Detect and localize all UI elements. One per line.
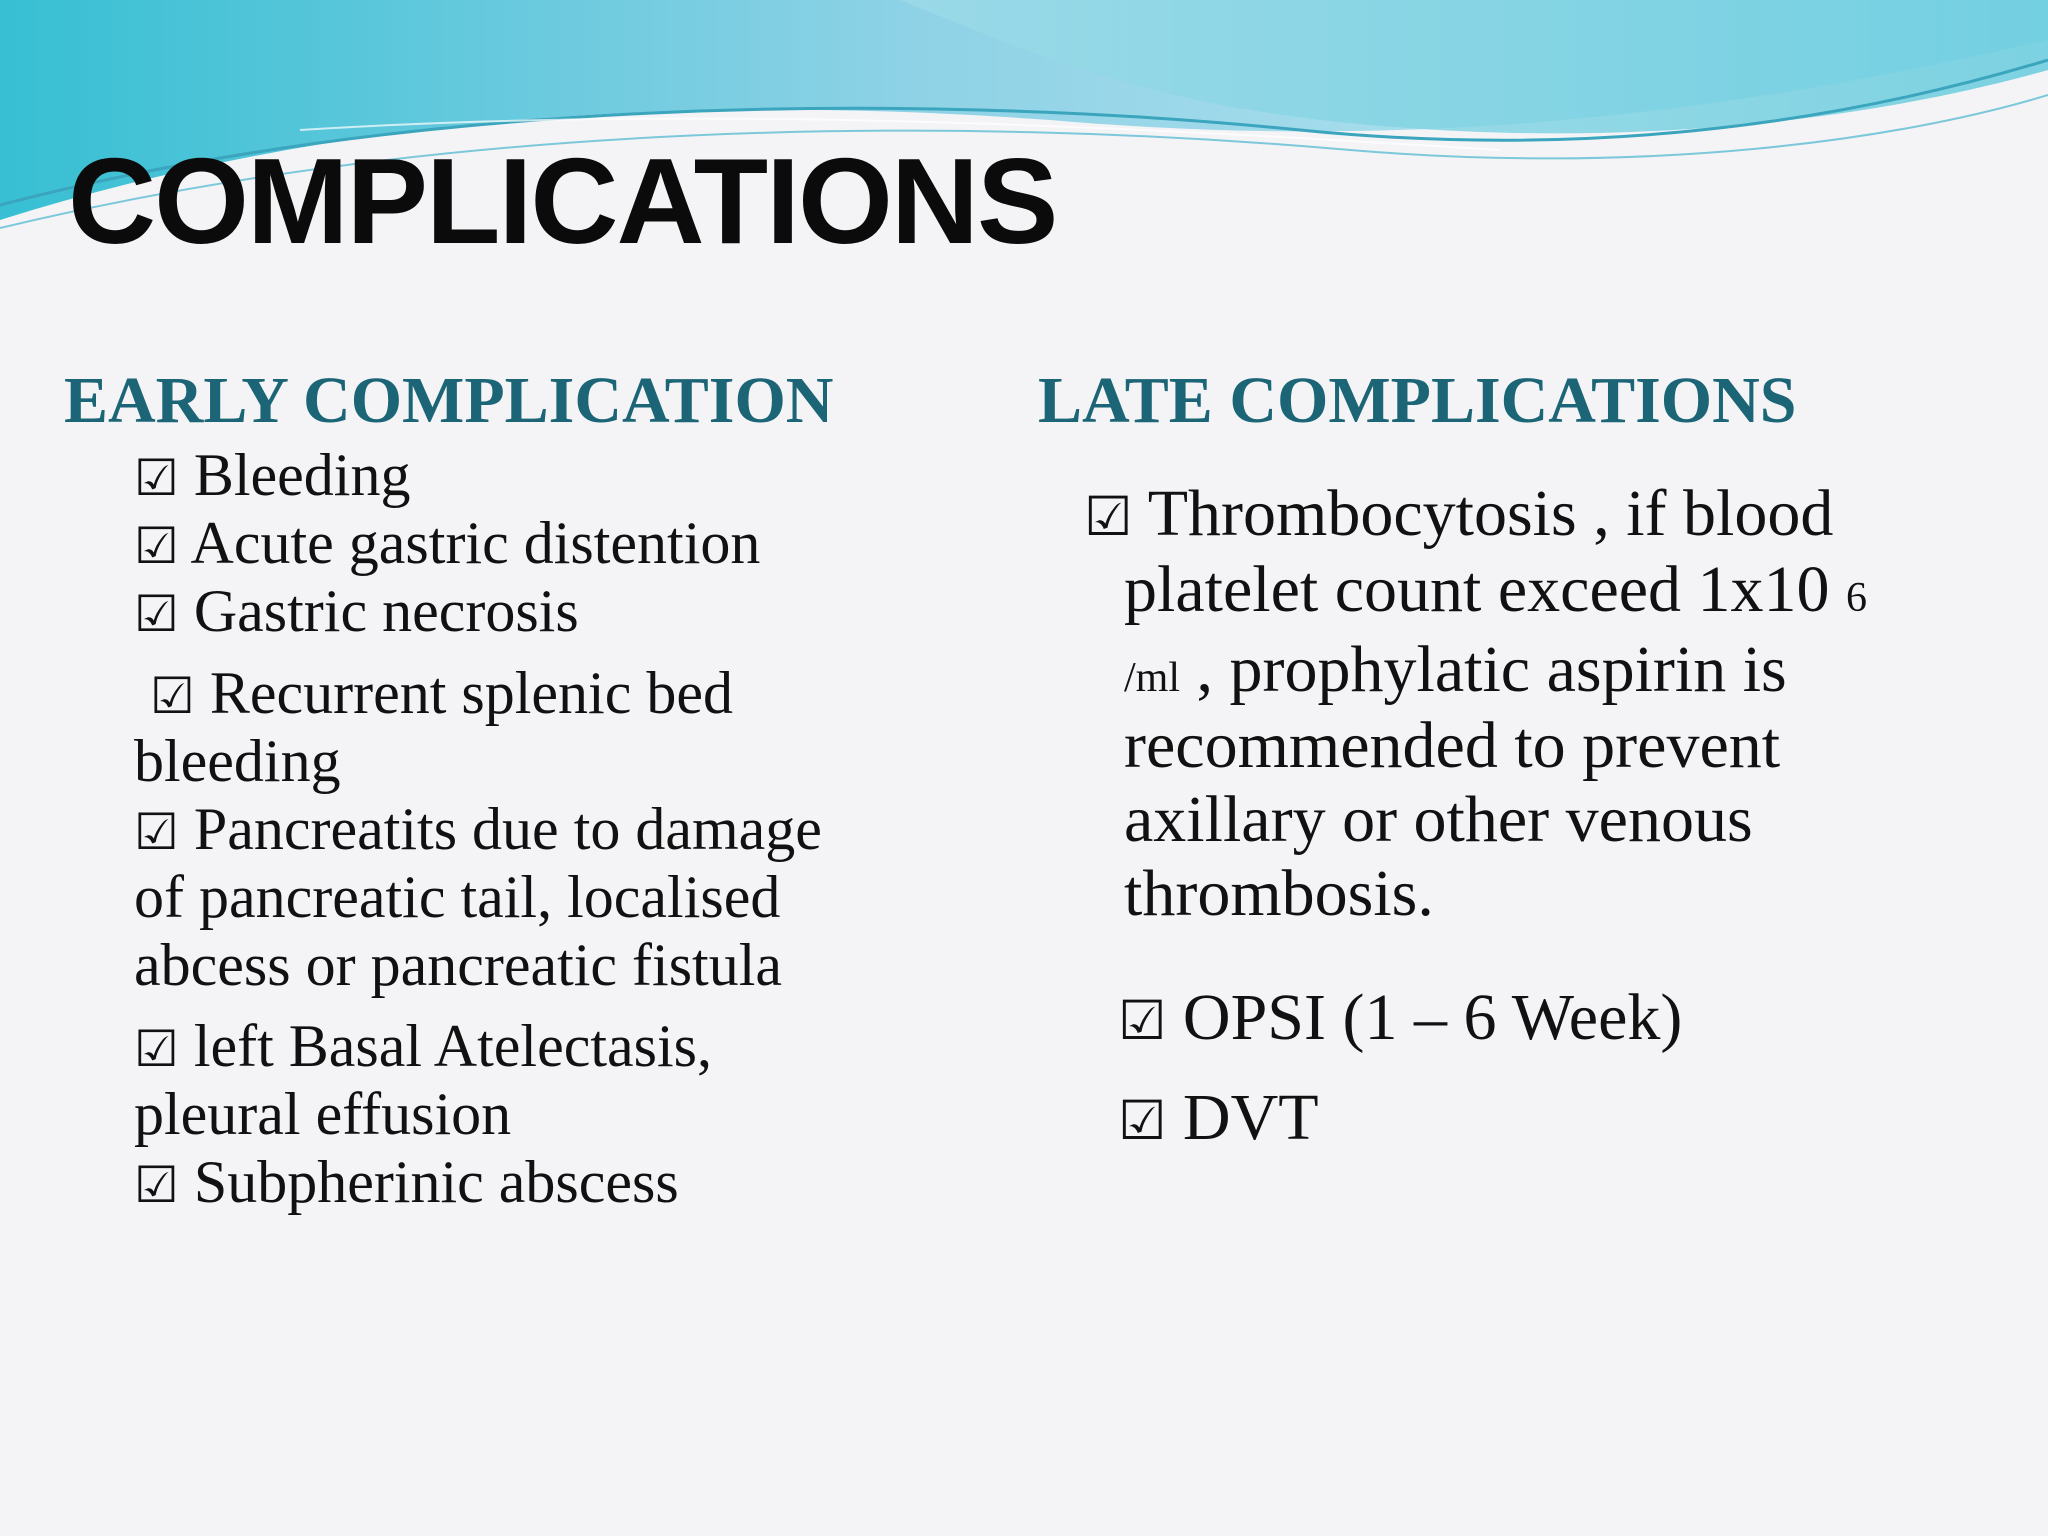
early-item-pancreatitis-line2: of pancreatic tail, localised	[134, 864, 781, 930]
late-item-thrombocytosis-line6: thrombosis.	[1124, 857, 1434, 930]
late-complications-heading: LATE COMPLICATIONS	[1038, 364, 1797, 437]
checkbox-icon: ☑	[134, 803, 179, 861]
checkbox-icon: ☑	[134, 1020, 179, 1078]
late-item-thrombocytosis: ☑ Thrombocytosis , if blood	[1084, 477, 1834, 550]
early-complication-heading: EARLY COMPLICATION	[64, 364, 834, 437]
unit-per-ml: /ml	[1124, 655, 1181, 701]
checkbox-icon: ☑	[134, 1156, 179, 1214]
early-item-pancreatitis: ☑ Pancreatits due to damage	[134, 796, 822, 862]
early-item-recurrent-splenic-bed-cont: bleeding	[134, 728, 341, 794]
checkbox-icon: ☑	[1118, 989, 1167, 1052]
late-item-thrombocytosis-line2: platelet count exceed 1x10 6	[1124, 553, 1868, 626]
early-item-acute-gastric-distention: ☑ Acute gastric distention	[134, 510, 761, 576]
late-item-thrombocytosis-line4: recommended to prevent	[1124, 709, 1781, 782]
late-item-opsi: ☑ OPSI (1 – 6 Week)	[1118, 981, 1683, 1054]
early-item-subphrenic-abscess: ☑ Subpherinic abscess	[134, 1149, 679, 1215]
checkbox-icon: ☑	[134, 449, 179, 507]
checkbox-icon: ☑	[1118, 1089, 1167, 1152]
checkbox-icon: ☑	[134, 517, 179, 575]
early-item-gastric-necrosis: ☑ Gastric necrosis	[134, 578, 579, 644]
checkbox-icon: ☑	[134, 585, 179, 643]
late-item-thrombocytosis-line3: /ml , prophylatic aspirin is	[1124, 633, 1787, 706]
checkbox-icon: ☑	[150, 667, 195, 725]
early-item-pancreatitis-line3: abcess or pancreatic fistula	[134, 932, 783, 998]
late-item-dvt: ☑ DVT	[1118, 1081, 1319, 1154]
checkbox-icon: ☑	[1084, 485, 1133, 548]
early-item-basal-atelectasis-line2: pleural effusion	[134, 1081, 512, 1147]
exponent: 6	[1846, 575, 1868, 621]
early-item-recurrent-splenic-bed: ☑ Recurrent splenic bed	[150, 660, 733, 726]
late-item-thrombocytosis-line5: axillary or other venous	[1124, 783, 1753, 856]
early-item-basal-atelectasis: ☑ left Basal Atelectasis,	[134, 1013, 713, 1079]
early-item-bleeding: ☑ Bleeding	[134, 442, 411, 508]
slide-title: COMPLICATIONS	[68, 133, 1057, 269]
